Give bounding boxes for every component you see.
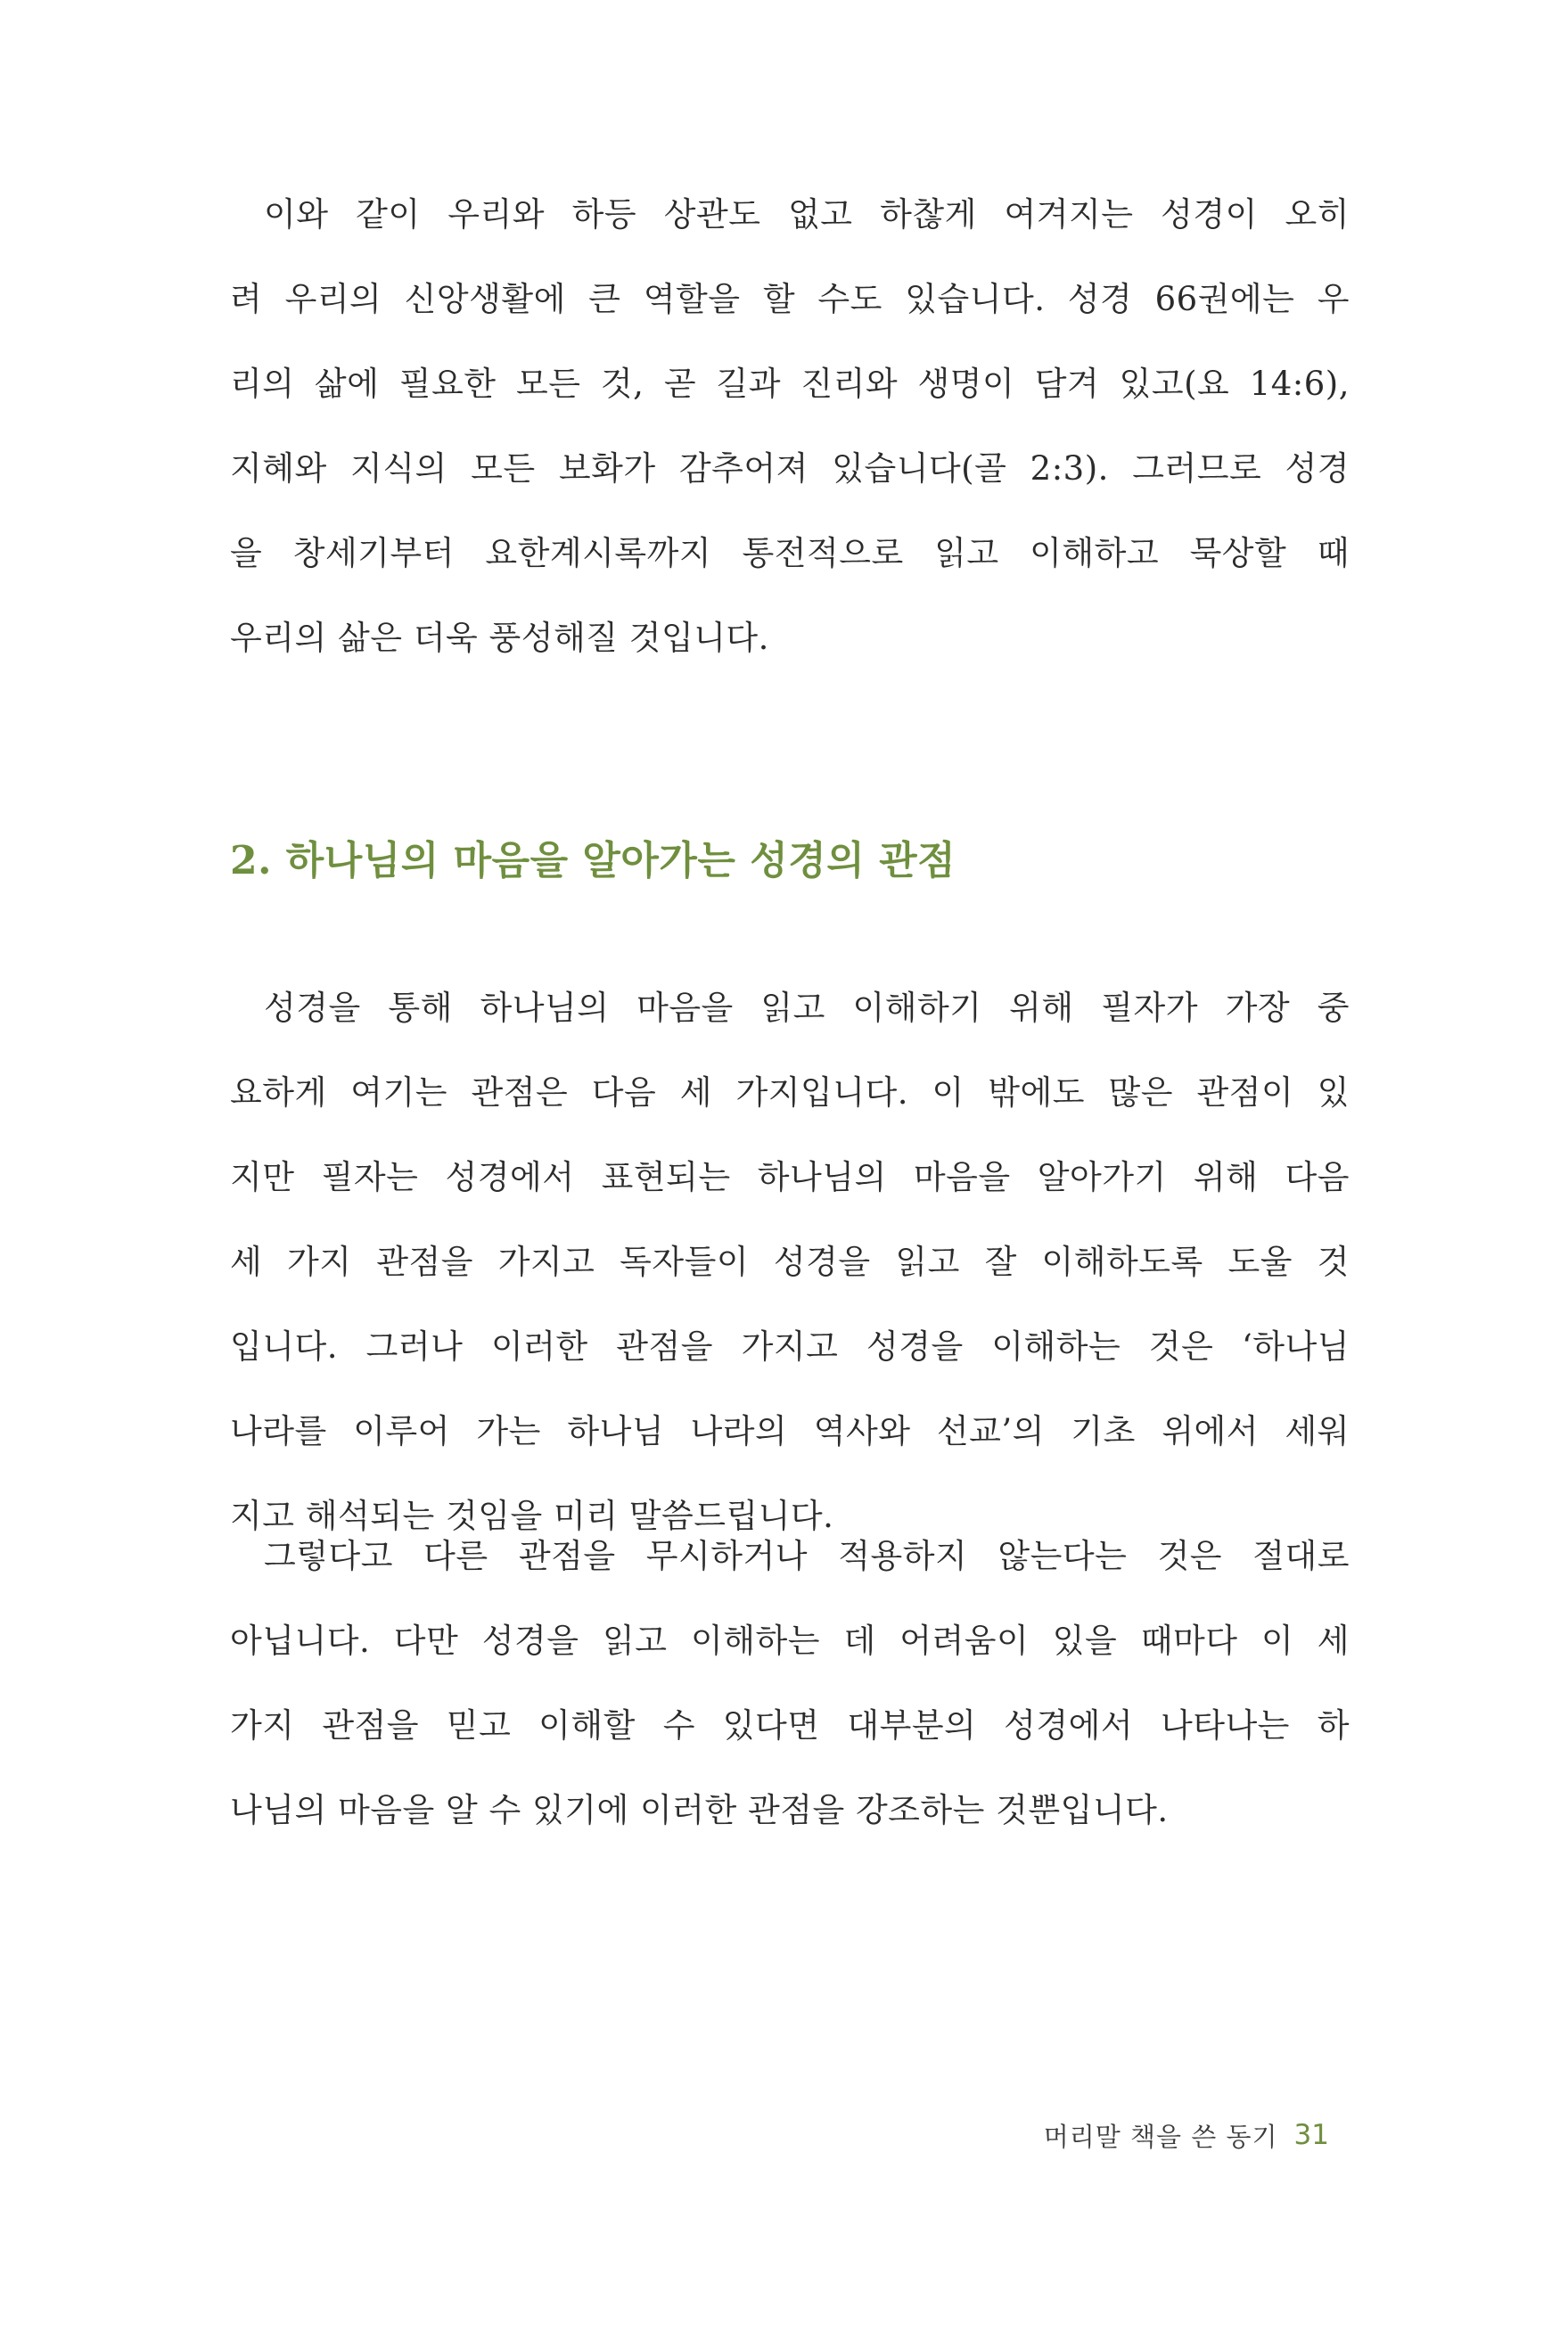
page-number: 31 (1293, 2119, 1329, 2151)
paragraph-3-line-2: 아닙니다. 다만 성경을 읽고 이해하는 데 어려움이 있을 때마다 이 세 (230, 1622, 1350, 1660)
paragraph-2 (230, 989, 1350, 1535)
paragraph-2-line-2: 요하게 여기는 관점은 다음 세 가지입니다. 이 밖에도 많은 관점이 있 (230, 1073, 1350, 1112)
paragraph-2-line-3: 지만 필자는 성경에서 표현되는 하나님의 마음을 알아가기 위해 다음 (230, 1158, 1350, 1196)
paragraph-1-line-6: 우리의 삶은 더욱 풍성해질 것입니다. (230, 619, 769, 657)
paragraph-2-line-7: 지고 해석되는 것임을 미리 말씀드립니다. (230, 1497, 834, 1535)
paragraph-3-line-4: 나님의 마음을 알 수 있기에 이러한 관점을 강조하는 것뿐입니다. (230, 1791, 1169, 1829)
paragraph-2-line-1: 성경을 통해 하나님의 마음을 읽고 이해하기 위해 필자가 가장 중 (264, 989, 1350, 1027)
paragraph-1-line-4: 지혜와 지식의 모든 보화가 감추어져 있습니다(골 2:3). 그러므로 성경 (230, 449, 1350, 488)
paragraph-1-line-2: 려 우리의 신앙생활에 큰 역할을 할 수도 있습니다. 성경 66권에는 우 (230, 280, 1350, 318)
running-head: 머리말 책을 쓴 동기 (1043, 2121, 1278, 2152)
paragraph-3 (230, 1537, 1350, 1829)
paragraph-3-line-1: 그렇다고 다른 관점을 무시하거나 적용하지 않는다는 것은 절대로 (264, 1537, 1350, 1575)
paragraph-1-line-3: 리의 삶에 필요한 모든 것, 곧 길과 진리와 생명이 담겨 있고(요 14:6), (230, 365, 1350, 403)
paragraph-3-line-3: 가지 관점을 믿고 이해할 수 있다면 대부분의 성경에서 나타나는 하 (230, 1706, 1350, 1745)
paragraph-2-line-5: 입니다. 그러나 이러한 관점을 가지고 성경을 이해하는 것은 ‘하나님 (230, 1327, 1350, 1366)
paragraph-1-line-5: 을 창세기부터 요한계시록까지 통전적으로 읽고 이해하고 묵상할 때 (230, 534, 1350, 572)
paragraph-1-line-1: 이와 같이 우리와 하등 상관도 없고 하찮게 여겨지는 성경이 오히 (264, 195, 1350, 234)
paragraph-1 (230, 195, 1350, 657)
section-heading: 2. 하나님의 마음을 알아가는 성경의 관점 (230, 838, 956, 883)
paragraph-2-line-6: 나라를 이루어 가는 하나님 나라의 역사와 선교’의 기초 위에서 세워 (230, 1412, 1350, 1450)
paragraph-2-line-4: 세 가지 관점을 가지고 독자들이 성경을 읽고 잘 이해하도록 도울 것 (230, 1243, 1350, 1281)
page-footer (1044, 2117, 1329, 2153)
